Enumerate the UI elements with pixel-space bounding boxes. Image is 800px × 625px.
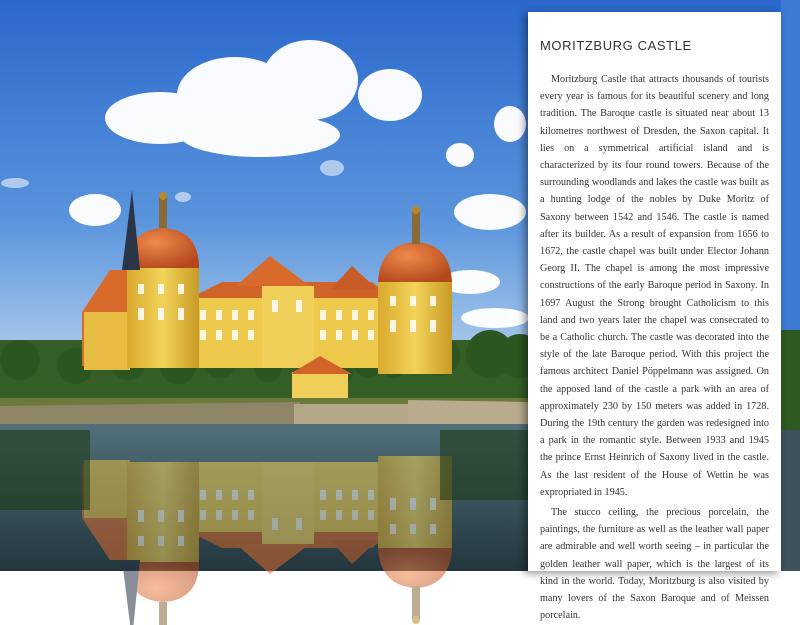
article-paragraph: Moritzburg Castle that attracts thousands of tourists every year is famous for its beautiful scenery and long tradition. The Baroque castle is situated near about 13 kilometres northwest of Dresden, the Saxon capital. It lies on a symmetrical artificial island and is characterized by its four round towers. Because of the surrounding woodlands and lakes the castle was built as a hunting lodge of the nobles by Duke Moritz of Saxony between 1542 and 1546. The castle is named after its builder. As a result of expansion from 1656 to 1672, the castle chapel was built under Elector Johann Georg II. The chapel is among the most impressive constructions of the early Baroque period in Saxony. In 1697 August the Strong brought Catholicism to this land and two years later the chapel was consecrated to be a Catholic church. The castle was decorated into the style of the late Baroque period. With this project the famous architect Daniel Pöppelmann was assigned. On the apposed land of the castle a park with an area of approximately 230 by 150 meters was added in 1728. During the 19th century the garden was redesigned into a park in the romantic style. Between 1933 and 1945 the prince Ernst Heinrich of Saxony lived in the castle. As the last resident of the House of Wettin he was expropriated in 1945.: [540, 74, 769, 498]
article-title: MORITZBURG CASTLE: [540, 38, 692, 53]
article-paragraph: The stucco ceiling, the precious porcelain, the paintings, the furniture as well as the leather wall paper are admirable and well worth seeing – in particular the golden leather wall paper, which is the largest of its kind in the world. Today, Moritzburg is also visited by many lovers of the Saxon Baroque and of Meissen porcelain.: [540, 507, 769, 622]
article-panel: [528, 12, 781, 622]
